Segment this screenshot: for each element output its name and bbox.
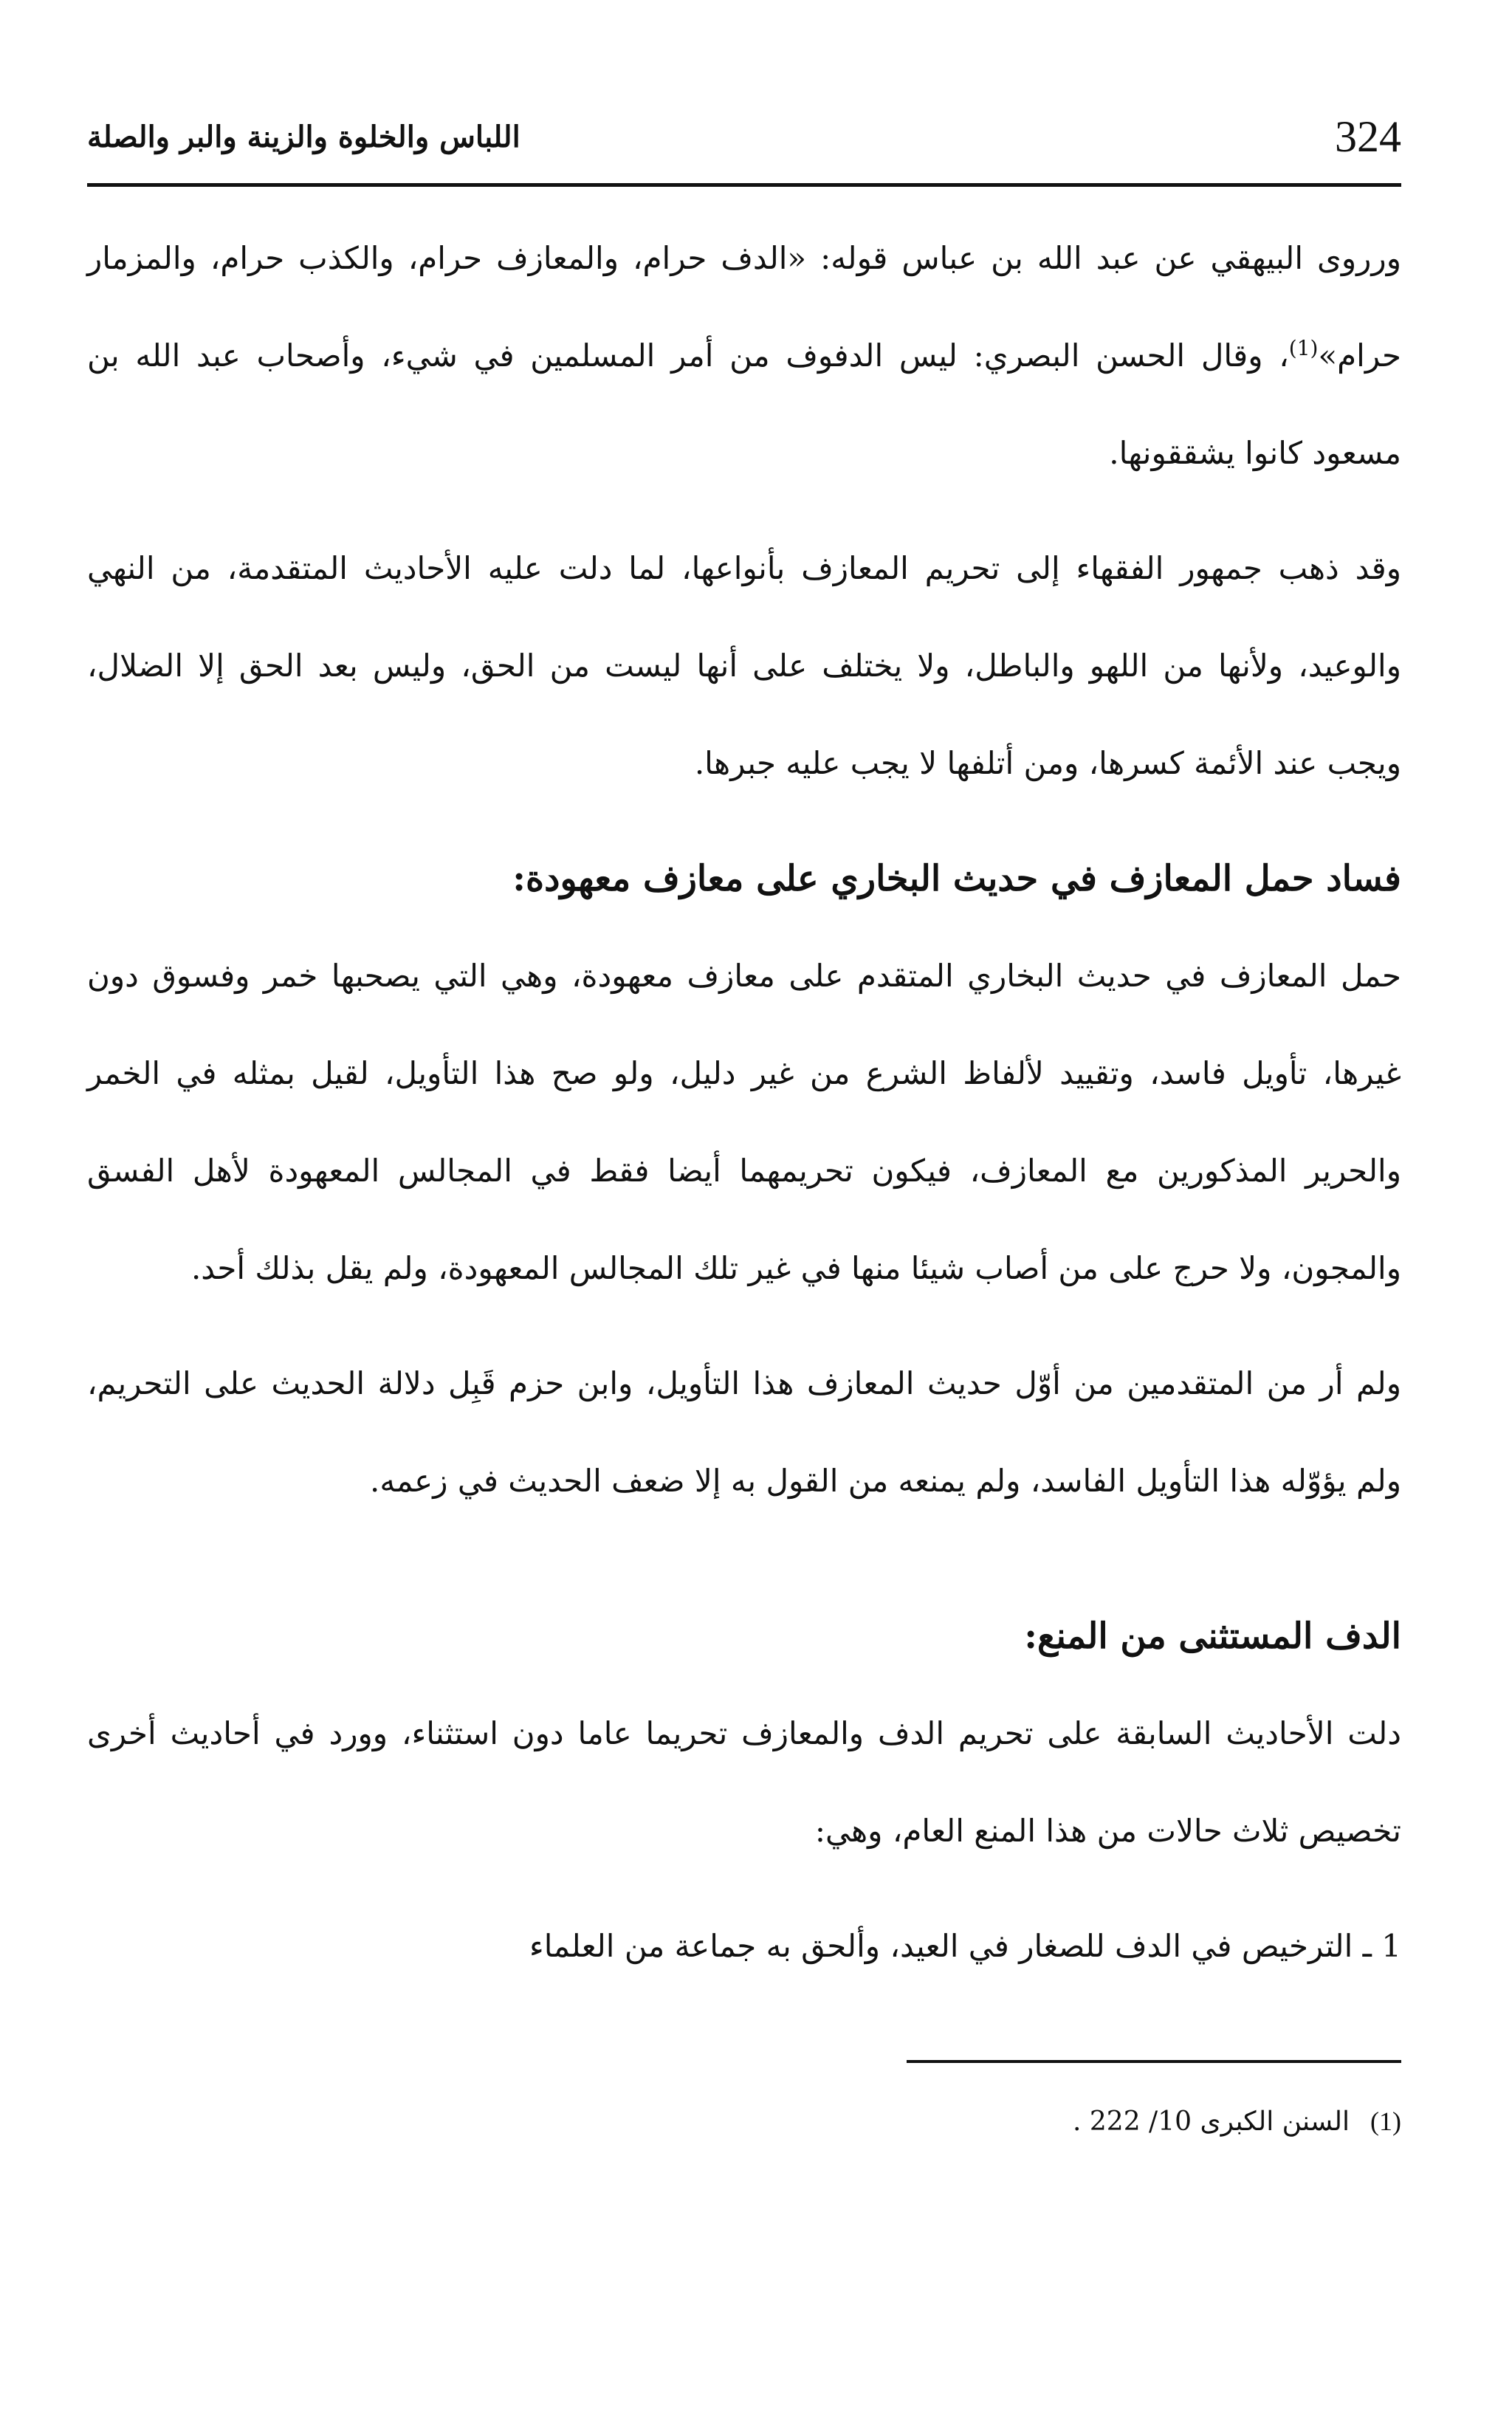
footnote-text: السنن الكبرى 10/ 222 . — [1073, 2106, 1350, 2137]
footnote-reference: (1) — [1288, 336, 1319, 360]
footnote-number: (1) — [1370, 2107, 1401, 2136]
paragraph-4: ولم أر من المتقدمين من أوّل حديث المعازف هذا التأويل، وابن حزم قَبِل دلالة الحديث على التحريم، ولم يؤوّله هذا التأويل الفاسد، ولم يمنعه من القول به إلا ضعف الحديث في زعمه. — [87, 1365, 1401, 1499]
paragraph-5: دلت الأحاديث السابقة على تحريم الدف والمعازف تحريما عاما دون استثناء، وورد في أحاديث أخرى تخصيص ثلاث حالات من هذا المنع العام، وهي: — [87, 1715, 1401, 1849]
paragraph-1-text-a: ورروى البيهقي عن عبد الله بن عباس قوله: «الدف حرام، والمعازف حرام، والكذب حرام، والمزمار حرام» — [87, 240, 1401, 374]
paragraph-6: 1 ـ الترخيص في الدف للصغار في العيد، وألحق به جماعة من العلماء — [529, 1928, 1401, 1964]
page-number: 324 — [1335, 111, 1401, 161]
section-heading-2: الدف المستثنى من المنع: — [1024, 1616, 1401, 1657]
paragraph-1-text-b: ، وقال الحسن البصري: ليس الدفوف من أمر المسلمين في شيء، وأصحاب عبد الله بن مسعود كانوا يشققونها. — [87, 337, 1401, 471]
section-heading-1: فساد حمل المعازف في حديث البخاري على معازف معهودة: — [512, 858, 1401, 899]
footnote — [517, 2106, 1401, 2137]
paragraph-2: وقد ذهب جمهور الفقهاء إلى تحريم المعازف بأنواعها، لما دلت عليه الأحاديث المتقدمة، من النهي والوعيد، ولأنها من اللهو والباطل، ولا يختلف على أنها ليست من الحق، وليس بعد الحق إلا الضلال، ويجب عند الأئمة كسرها، ومن أتلفها لا يجب عليه جبرها. — [87, 550, 1401, 781]
footnote-divider — [907, 2060, 1401, 2063]
running-title: اللباس والخلوة والزينة والبر والصلة — [87, 119, 520, 154]
page-header — [87, 103, 1401, 170]
page-body — [87, 210, 1401, 1995]
header-divider — [87, 183, 1401, 187]
paragraph-1 — [87, 210, 1401, 502]
paragraph-3: حمل المعازف في حديث البخاري المتقدم على معازف معهودة، وهي التي يصحبها خمر وفسوق دون غيرها، تأويل فاسد، وتقييد لألفاظ الشرع من غير دليل، ولو صح هذا التأويل، لقيل بمثله في الخمر والحرير المذكورين مع المعازف، فيكون تحريمهما أيضا فقط في المجالس المعهودة لأهل الفسق والمجون، ولا حرج على من أصاب شيئا منها في غير تلك المجالس المعهودة، ولم يقل بذلك أحد. — [87, 958, 1401, 1286]
